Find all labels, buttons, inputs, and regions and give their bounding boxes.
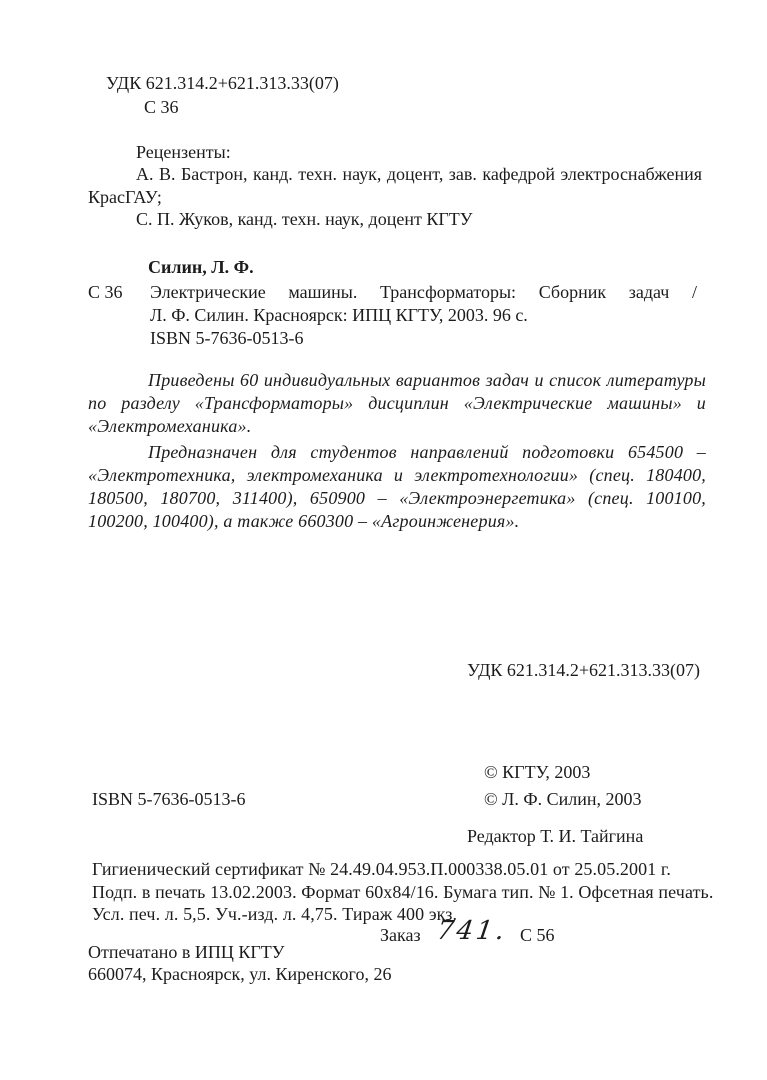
order-code: С 56 xyxy=(520,925,555,945)
printed-at-line: Отпечатано в ИПЦ КГТУ xyxy=(88,942,285,962)
author-name: Силин, Л. Ф. xyxy=(148,257,254,277)
isbn-card: ISBN 5-7636-0513-6 xyxy=(150,328,304,348)
annotation-paragraph-1: Приведены 60 индивидуальных вариантов задач и список литературы по разделу «Трансформаторы» дисциплин «Электрические машины» и «Электромеханика». xyxy=(88,370,706,436)
order-label: Заказ xyxy=(380,925,421,945)
reviewers-heading: Рецензенты: xyxy=(136,142,231,162)
annotation-paragraph-2: Предназначен для студентов направлений подготовки 654500 – «Электротехника, электромеханика и электротехнологии» (спец. 180400, 180500, 180700, 311400), 650900 – «Электроэнергетика» (спец. 100100, 100200, 100400), а также 660300 – «Агроинженерия». xyxy=(88,442,706,531)
catalog-index: С 36 xyxy=(88,282,123,302)
editor-line: Редактор Т. И. Тайгина xyxy=(467,826,644,846)
order-number-handwritten: 741. xyxy=(434,916,510,946)
udc-number-top: УДК 621.314.2+621.313.33(07) xyxy=(106,73,339,93)
reviewer-2: С. П. Жуков, канд. техн. наук, доцент КГТУ xyxy=(136,209,473,229)
bbk-code-top: С 36 xyxy=(144,97,179,117)
reviewer-1: А. В. Бастрон, канд. техн. наук, доцент, зав. кафедрой электроснабжения КрасГАУ; xyxy=(88,164,702,208)
copyright-kgtu: © КГТУ, 2003 xyxy=(484,762,591,782)
book-title-line: Электрические машины. Трансформаторы: Сборник задач / xyxy=(150,282,697,302)
copyright-author: © Л. Ф. Силин, 2003 xyxy=(484,789,642,809)
book-title-line2: Л. Ф. Силин. Красноярск: ИПЦ КГТУ, 2003. 96 с. xyxy=(150,305,528,325)
hygiene-certificate-line: Гигиенический сертификат № 24.49.04.953.П.000338.05.01 от 25.05.2001 г. xyxy=(92,859,671,879)
volume-tirazh-line: Усл. печ. л. 5,5. Уч.-изд. л. 4,75. Тираж 400 экз. xyxy=(92,904,458,924)
print-date-format-line: Подп. в печать 13.02.2003. Формат 60х84/16. Бумага тип. № 1. Офсетная печать. xyxy=(92,882,714,902)
isbn-bottom: ISBN 5-7636-0513-6 xyxy=(92,789,246,809)
udc-number-bottom: УДК 621.314.2+621.313.33(07) xyxy=(467,660,700,680)
publisher-address: 660074, Красноярск, ул. Киренского, 26 xyxy=(88,964,392,984)
